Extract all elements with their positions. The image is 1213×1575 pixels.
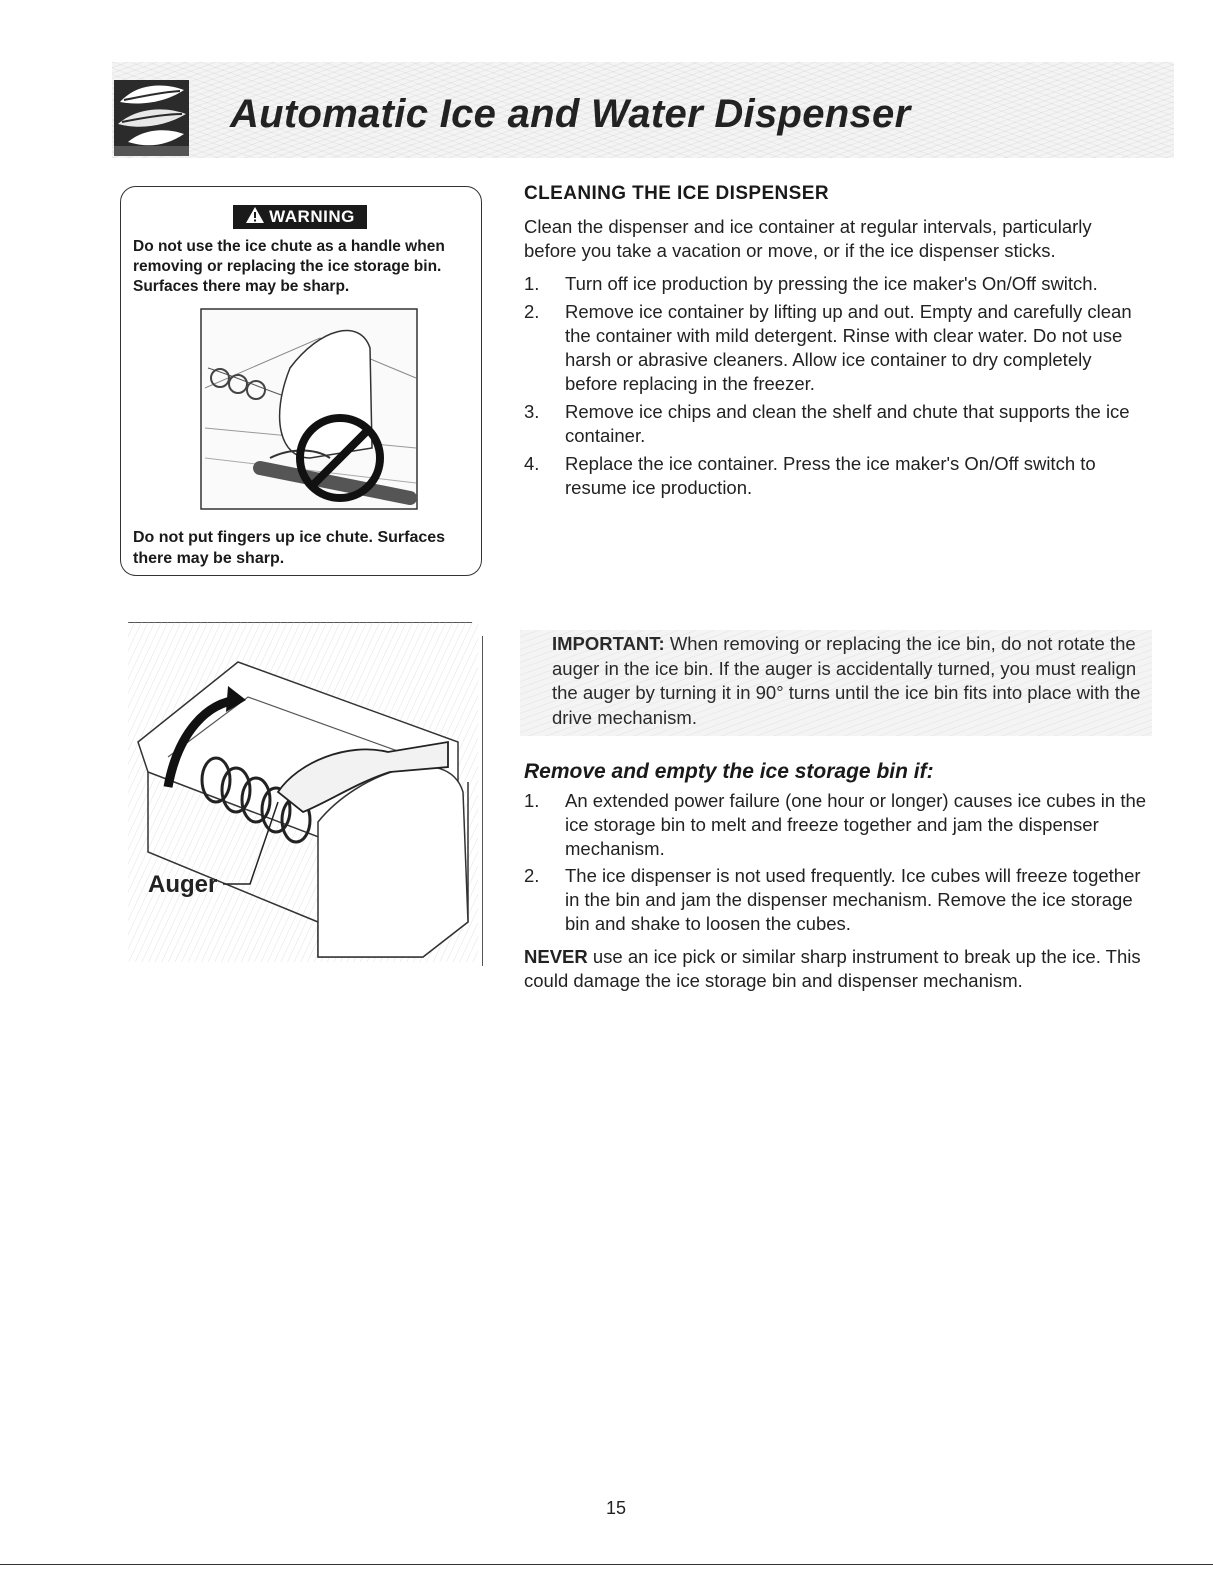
list-text: Replace the ice container. Press the ice maker's On/Off switch to resume ice production. <box>565 453 1096 498</box>
list-number: 1. <box>524 790 540 811</box>
never-label: NEVER <box>524 946 588 967</box>
leaf-logo-icon <box>114 80 189 156</box>
list-item <box>524 400 1149 448</box>
remove-heading: Remove and empty the ice storage bin if: <box>524 760 934 783</box>
list-number: 1. <box>524 273 540 294</box>
warning-text-bottom: Do not put fingers up ice chute. Surfaces there may be sharp. <box>133 529 446 567</box>
auger-label: Auger <box>148 871 218 898</box>
list-number: 2. <box>524 301 540 322</box>
warning-text-top: Do not use the ice chute as a handle when removing or replacing the ice storage bin. Surfaces there may be sharp. <box>133 238 445 295</box>
list-item <box>524 300 1149 396</box>
warning-badge <box>233 205 367 229</box>
list-number: 2. <box>524 865 540 886</box>
list-number: 3. <box>524 401 540 422</box>
ice-chute-illustration <box>200 308 418 510</box>
important-label: IMPORTANT: <box>552 633 665 654</box>
list-item <box>524 452 1149 500</box>
list-text: Remove ice chips and clean the shelf and chute that supports the ice container. <box>565 401 1130 446</box>
remove-steps-list <box>524 789 1149 939</box>
list-item <box>524 864 1149 936</box>
page-number: 15 <box>605 1498 627 1518</box>
warning-triangle-icon <box>245 206 265 229</box>
bottom-rule <box>0 1564 1213 1565</box>
list-text: An extended power failure (one hour or longer) causes ice cubes in the ice storage bin to melt and freeze together and jam the dispenser mechanism. <box>565 790 1147 859</box>
warning-badge-label: WARNING <box>269 207 355 226</box>
never-warning <box>524 945 1149 993</box>
auger-illustration <box>128 622 486 967</box>
important-note <box>552 632 1142 730</box>
cleaning-intro: Clean the dispenser and ice container at regular intervals, particularly before you take a vacation or move, or if the ice dispenser sticks. <box>524 216 1092 261</box>
important-text: When removing or replacing the ice bin, do not rotate the auger in the ice bin. If the auger is accidentally turned, you must realign the auger by turning it in 90° turns until the ice bin fits into place with the drive mechanism. <box>552 633 1141 728</box>
list-number: 4. <box>524 453 540 474</box>
list-item <box>524 789 1149 861</box>
list-text: Remove ice container by lifting up and out. Empty and carefully clean the container with mild detergent. Rinse with clear water. Do not use harsh or abrasive cleaners. Allow ice container to dry completely before replacing in the freezer. <box>565 301 1132 394</box>
list-item <box>524 272 1149 296</box>
page-title: Automatic Ice and Water Dispenser <box>230 92 911 136</box>
cleaning-heading: CLEANING THE ICE DISPENSER <box>524 183 829 204</box>
list-text: The ice dispenser is not used frequently. Ice cubes will freeze together in the bin and jam the dispenser mechanism. Remove the ice storage bin and shake to loosen the cubes. <box>565 865 1141 934</box>
never-text: use an ice pick or similar sharp instrument to break up the ice. This could damage the ice storage bin and dispenser mechanism. <box>524 946 1141 991</box>
list-text: Turn off ice production by pressing the ice maker's On/Off switch. <box>565 273 1098 294</box>
cleaning-steps-list <box>524 272 1149 504</box>
